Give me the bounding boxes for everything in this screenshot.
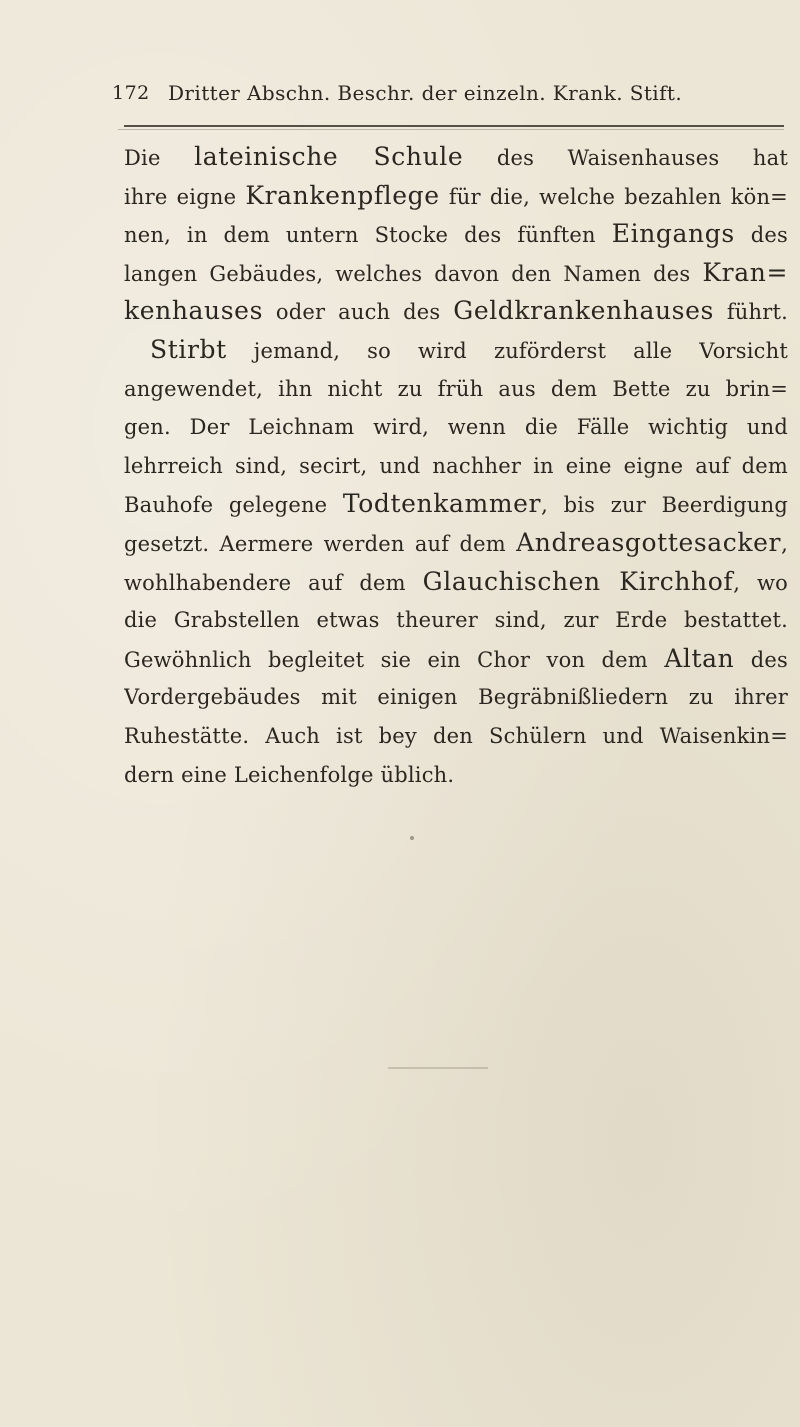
text-segment: angewendet, ihn nicht zu früh aus dem Bette zu brin= <box>124 376 788 401</box>
text-line <box>124 408 788 447</box>
text-segment: , <box>781 531 788 556</box>
emphasized-term: Geldkrankenhauses <box>453 296 714 326</box>
text-segment: Ruhestätte. Auch ist bey den Schülern und Waisenkin= <box>124 723 788 748</box>
text-line <box>124 370 788 409</box>
header-rule <box>124 125 784 127</box>
page-number: 172 <box>112 82 150 104</box>
text-line <box>124 215 788 254</box>
text-line <box>124 756 788 795</box>
text-segment: nen, in dem untern Stocke des fünften <box>124 223 612 248</box>
text-segment: des <box>734 223 788 248</box>
text-segment: gesetzt. Aermere werden auf dem <box>124 531 517 556</box>
text-segment: gen. Der Leichnam wird, wenn die Fälle wichtig und <box>124 415 788 440</box>
text-segment: dern eine Leichenfolge üblich. <box>124 762 455 787</box>
text-line <box>124 447 788 486</box>
text-segment: Bauhofe gelegene <box>124 493 343 518</box>
running-title: Dritter Abschn. Beschr. der einzeln. Krank. Stift. <box>168 81 683 105</box>
emphasized-term: Krankenpflege <box>245 180 440 210</box>
text-line <box>124 563 788 602</box>
text-line <box>124 138 788 177</box>
body-paragraphs <box>124 138 788 794</box>
text-line <box>124 292 788 331</box>
text-segment: des Waisenhauses hat <box>463 146 788 170</box>
text-segment: lehrreich sind, secirt, und nachher in eine eigne auf dem <box>124 453 788 478</box>
text-segment: oder auch des <box>263 300 454 325</box>
text-segment: des <box>734 647 788 672</box>
text-line <box>124 640 788 679</box>
text-line <box>124 678 788 717</box>
bottom-smudge <box>388 1067 488 1069</box>
text-line <box>124 601 788 640</box>
emphasized-term: Kran= <box>702 257 788 287</box>
header-rule-shadow <box>118 129 784 130</box>
print-speck <box>410 836 414 840</box>
text-segment: Gewöhnlich begleitet sie ein Chor von dem <box>124 647 665 672</box>
emphasized-term: Altan <box>664 643 735 673</box>
emphasized-term: lateinische Schule <box>194 142 464 171</box>
text-segment: für die, welche bezahlen kön= <box>439 184 788 209</box>
text-segment: führt. <box>713 300 788 325</box>
emphasized-term: Glauchischen Kirchhof <box>422 566 734 596</box>
text-segment: wohlhabendere auf dem <box>124 570 423 595</box>
text-segment: Vordergebäudes mit einigen Begräbnißliedern zu ihrer <box>124 685 788 710</box>
page-header <box>112 76 784 110</box>
text-segment: die Grabstellen etwas theurer sind, zur Erde bestattet. <box>124 608 788 633</box>
text-segment: , bis zur Beerdigung <box>541 493 788 518</box>
text-line <box>124 485 788 524</box>
text-segment: jemand, so wird zuförderst alle Vorsicht <box>226 338 788 363</box>
text-segment: ihre eigne <box>124 184 246 209</box>
text-segment: , wo <box>733 570 788 595</box>
text-line <box>124 524 788 563</box>
emphasized-term: Andreasgottesacker <box>516 527 782 557</box>
emphasized-term: Todtenkammer <box>342 489 542 519</box>
text-line <box>124 177 788 216</box>
text-line <box>124 254 788 293</box>
emphasized-term: Eingangs <box>611 219 735 249</box>
text-segment: langen Gebäudes, welches davon den Namen des <box>124 261 703 286</box>
text-segment: Die <box>124 146 195 170</box>
emphasized-term: kenhauses <box>124 296 264 326</box>
emphasized-term: Stirbt <box>150 334 227 364</box>
text-line <box>124 331 788 370</box>
text-line <box>124 717 788 756</box>
